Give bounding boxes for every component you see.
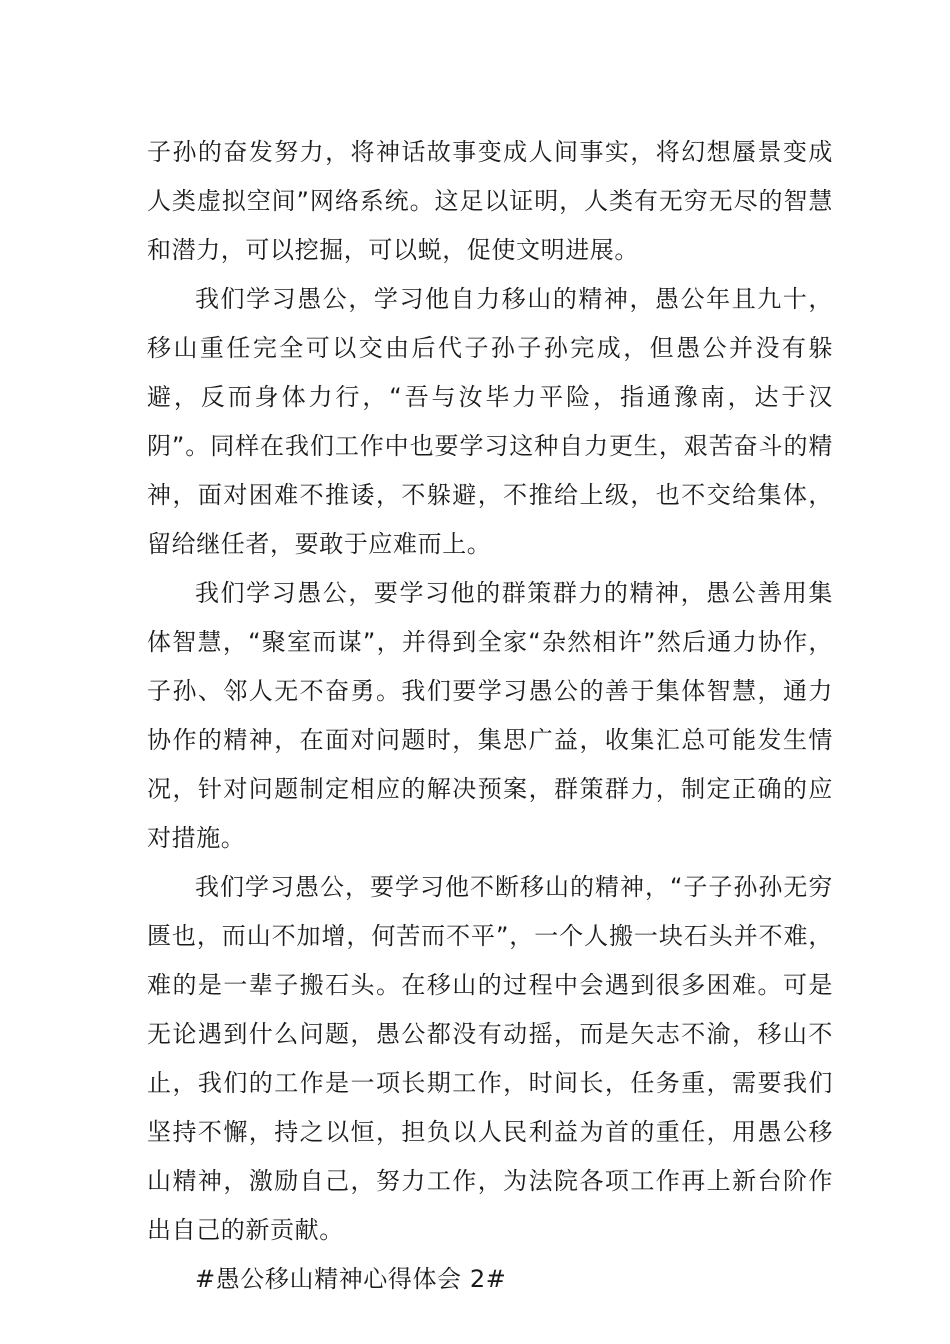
document-body [147, 128, 833, 1304]
paragraph-continuation: 子孙的奋发努力，将神话故事变成人间事实，将幻想蜃景变成人类虚拟空间”网络系统。这足以证明，人类有无穷无尽的智慧和潜力，可以挖掘，可以蜕，促使文明进展。 [147, 138, 833, 264]
paragraph-perseverance: 我们学习愚公，要学习他不断移山的精神，“子子孙孙无穷匮也，而山不加增，何苦而不平”，一个人搬一块石头并不难，难的是一辈子搬石头。在移山的过程中会遇到很多困难。可是无论遇到什么问题，愚公都没有动摇，而是矢志不渝，移山不止，我们的工作是一项长期工作，时间长，任务重，需要我们坚持不懈，持之以恒，担负以人民利益为首的重任，用愚公移山精神，激励自己，努力工作，为法院各项工作再上新台阶作出自己的新贡献。 [147, 873, 833, 1244]
paragraph-collective-effort: 我们学习愚公，要学习他的群策群力的精神，愚公善用集体智慧，“聚室而谋”，并得到全家“杂然相许”然后通力协作，子孙、邻人无不奋勇。我们要学习愚公的善于集体智慧，通力协作的精神，在面对问题时，集思广益，收集汇总可能发生情况，针对问题制定相应的解决预案，群策群力，制定正确的应对措施。 [147, 579, 833, 852]
section-heading: #愚公移山精神心得体会 2# [195, 1265, 507, 1293]
paragraph-self-reliance: 我们学习愚公，学习他自力移山的精神，愚公年且九十，移山重任完全可以交由后代子孙子孙完成，但愚公并没有躲避，反而身体力行，“吾与汝毕力平险，指通豫南，达于汉阴”。同样在我们工作中也要学习这种自力更生，艰苦奋斗的精神，面对困难不推诿，不躲避，不推给上级，也不交给集体，留给继任者，要敢于应难而上。 [147, 285, 833, 558]
